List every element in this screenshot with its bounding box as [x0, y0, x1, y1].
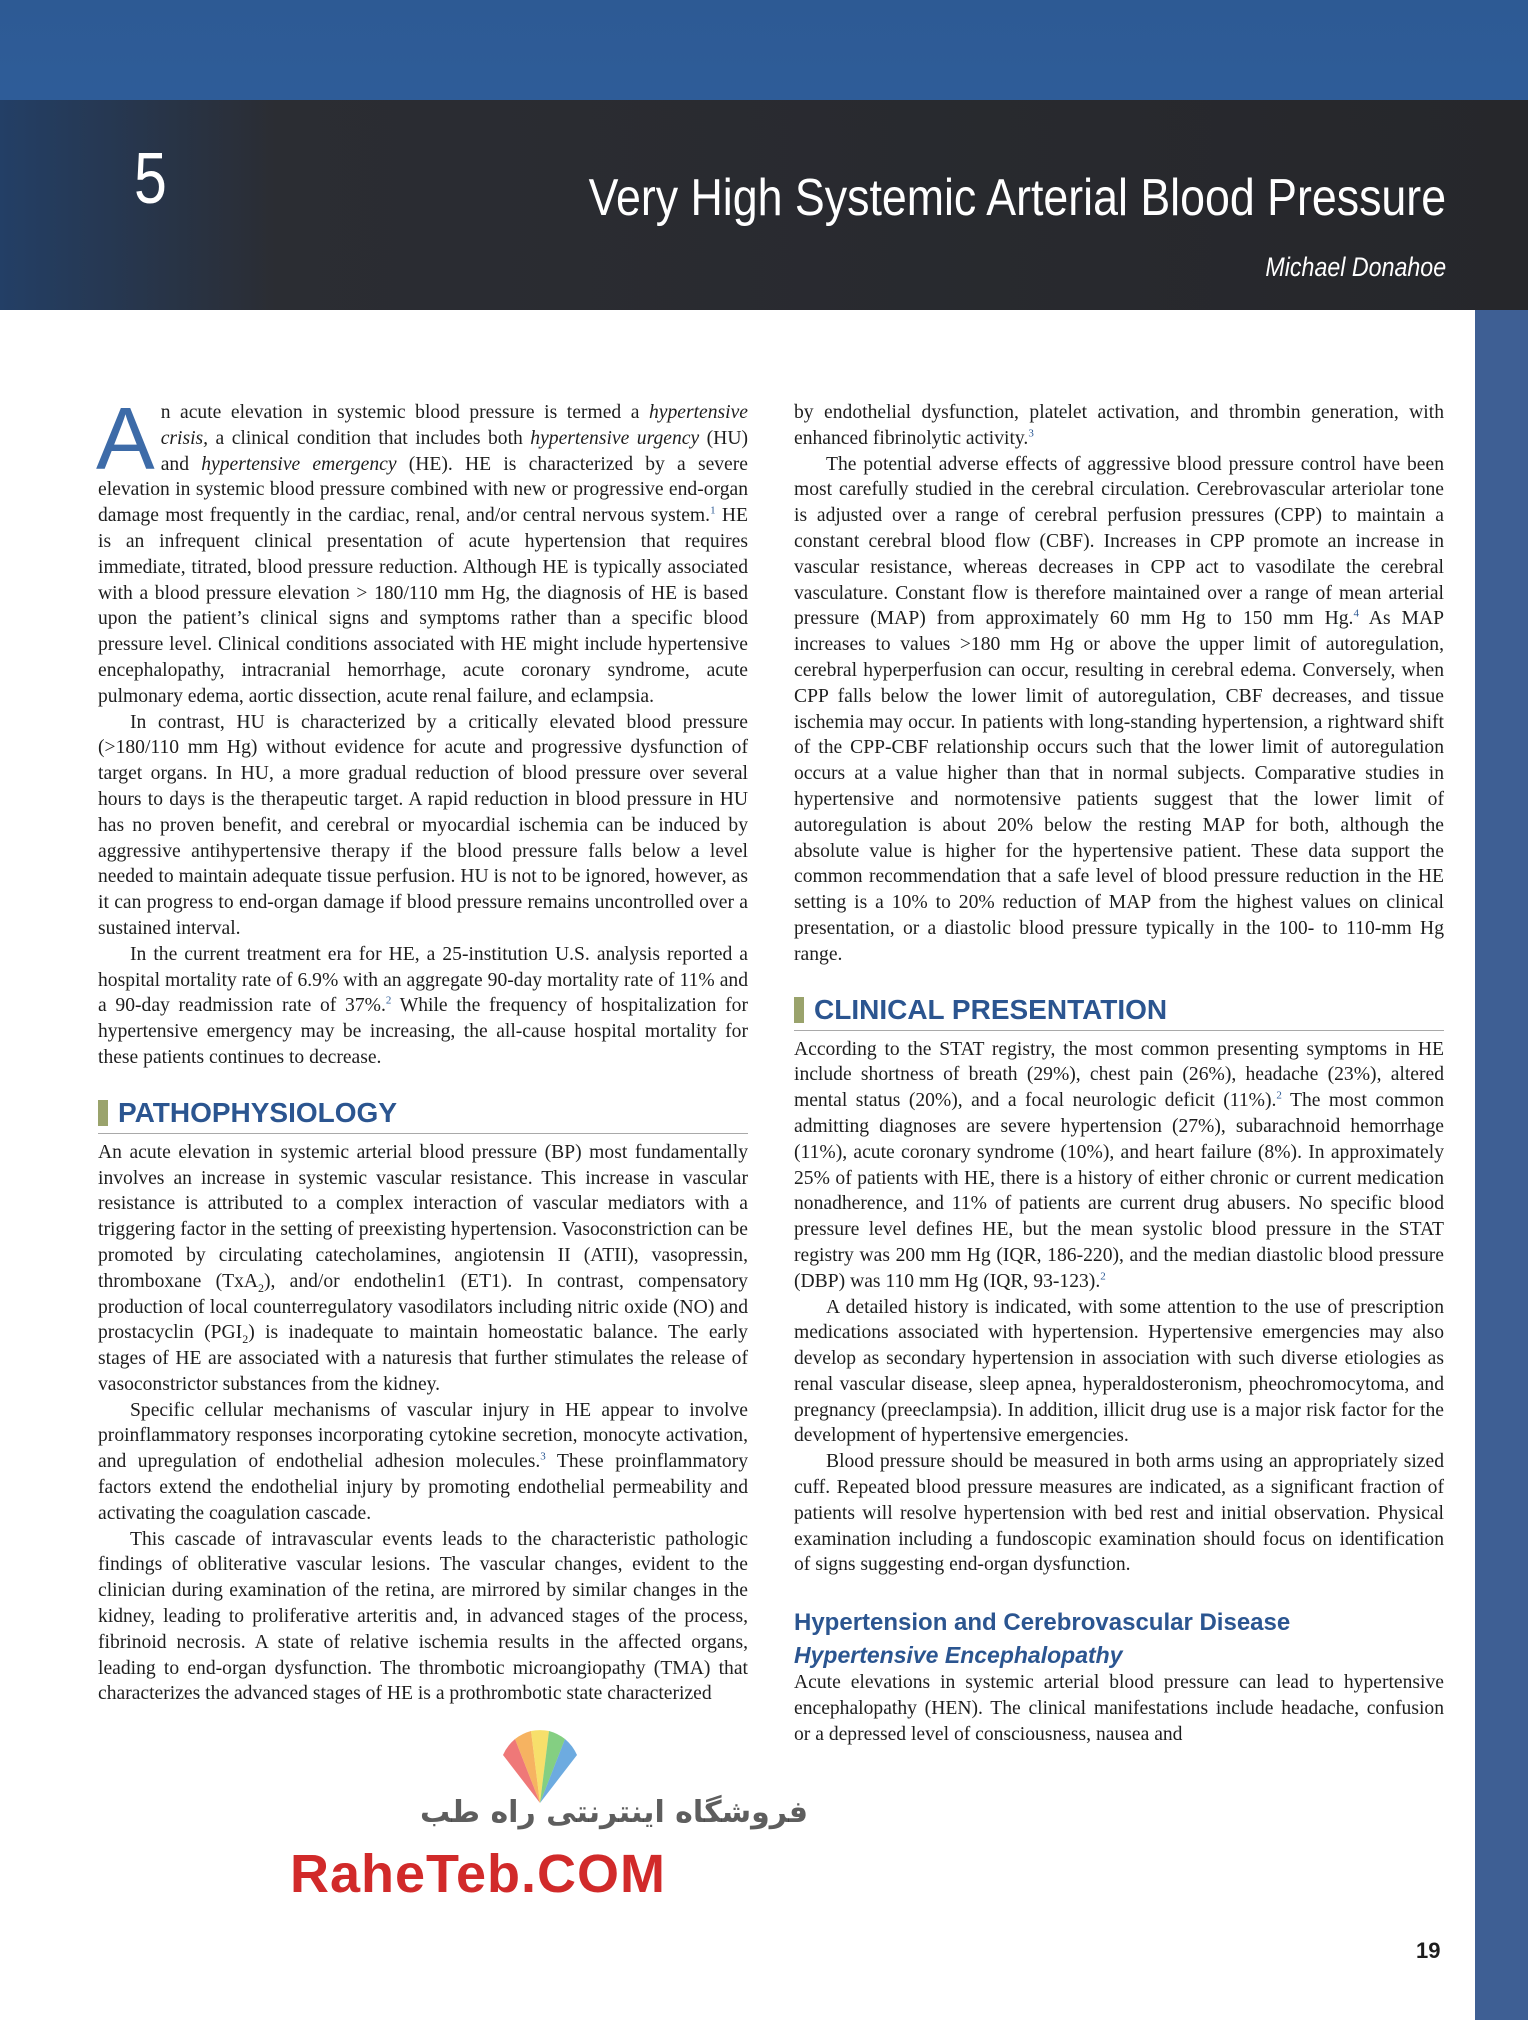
- subheading: Hypertension and Cerebrovascular Disease: [794, 1609, 1291, 1637]
- watermark-brand-text: RaheTeb.COM: [290, 1844, 667, 1904]
- chapter-number: 5: [134, 139, 167, 219]
- heading-marker: [794, 997, 804, 1023]
- intro-paragraph: An acute elevation in systemic blood pressure is termed a hypertensive crisis, a clinical condition that includes both hypertensive urgency (HU) and hypertensive emergency (HE). HE is characterized by a severe elevation in systemic blood pressure combined with new or progressive end-organ damage most frequently in the cardiac, renal, and/or central nervous system.$^1$ HE is an infrequent clinical presentation of acute hypertension that requires immediate, titrated, blood pressure reduction. Although HE is typically associated with a blood pressure elevation > 180/110 mm Hg, the diagnosis of HE is based upon the patient’s clinical signs and symptoms rather than a specific blood pressure level. Clinical conditions associated with HE might include hypertensive encephalopathy, intracranial hemorrhage, acute coronary syndrome, acute pulmonary edema, aortic dissection, acute renal failure, and eclampsia.: [96, 389, 748, 707]
- side-color-strip: [1475, 310, 1528, 2020]
- body-paragraph: Blood pressure should be measured in both arms using an appropriately sized cuff. Repeated blood pressure measures are indicated, as a significant fraction of patients will resolve hypertension with bed rest and initial observation. Physical examination including a fundoscopic examination should focus on identification of signs suggesting end-organ dysfunction.: [794, 1451, 1444, 1576]
- chapter-author: Michael Donahoe: [1265, 252, 1446, 282]
- body-paragraph: In contrast, HU is characterized by a critically elevated blood pressure (>180/110 mm Hg) without evidence for acute and progressive dysfunction of target organs. In HU, a more gradual reduction of blood pressure over several hours to days is the therapeutic target. A rapid reduction in blood pressure in HU has no proven benefit, and cerebral or myocardial ischemia can be induced by aggressive antihypertensive therapy if the blood pressure falls below a level needed to maintain adequate tissue perfusion. HU is not to be ignored, however, as it can progress to end-organ damage if blood pressure remains uncontrolled over a sustained interval.: [98, 711, 748, 939]
- reference-mark: 1: [710, 504, 716, 517]
- heading-marker: [98, 1100, 108, 1126]
- watermark-persian-text: فروشگاه اینترنتی راه طب: [420, 1795, 809, 1830]
- reference-mark: 2: [385, 994, 392, 1007]
- body-paragraph: In the current treatment era for HE, a 25-institution U.S. analysis reported a hospital mortality rate of 6.9% with an aggregate 90-day mortality rate of 11% and a 90-day readmission rate of 37%.$^2$ While the frequency of hospitalization for hypertensive emergency may be increasing, the all-cause hospital mortality for these patients continues to decrease.: [98, 943, 748, 1068]
- chapter-title: Very High Systemic Arterial Blood Pressure: [588, 169, 1446, 227]
- watermark: [290, 1725, 809, 1915]
- watermark-logo-icon: [495, 1725, 585, 1805]
- page-number: 19: [1416, 1938, 1441, 1963]
- reference-mark: 2: [1276, 1089, 1282, 1102]
- body-paragraph: The potential adverse effects of aggressive blood pressure control have been most carefully studied in the cerebral circulation. Cerebrovascular arteriolar tone is adjusted over a range of cerebral perfusion pressures (CPP) to maintain a constant cerebral blood flow (CBF). Increases in CPP promote an increase in vascular resistance, whereas decreases in CPP act to vasodilate the cerebral vasculature. Constant flow is therefore maintained over a range of mean arterial pressure (MAP) from approximately 60 mm Hg to 150 mm Hg.$^4$ As MAP increases to values >180 mm Hg or above the upper limit of autoregulation, cerebral hyperperfusion can occur, resulting in cerebral edema. Conversely, when CPP falls below the lower limit of autoregulation, CBF decreases, and tissue ischemia may occur. In patients with long-standing hypertension, a rightward shift of the CPP-CBF relationship occurs such that the lower limit of autoregulation occurs at a value higher than that in normal subjects. Comparative studies in hypertensive and normotensive patients suggest that the lower limit of autoregulation is about 20% below the resting MAP for both, although the absolute value is higher for the hypertensive patient. These data support the common recommendation that a safe level of blood pressure reduction in the HE setting is a 10% to 20% reduction of MAP from the highest values on clinical presentation, or a diastolic blood pressure typically in the 100- to 110-mm Hg range.: [794, 453, 1444, 965]
- sub-subheading: Hypertensive Encephalopathy: [794, 1642, 1123, 1669]
- body-paragraph: Acute elevations in systemic arterial blood pressure can lead to hypertensive encephalopathy (HEN). The clinical manifestations include headache, confusion or a depressed level of consciousness, nausea and: [794, 1672, 1444, 1745]
- body-paragraph: Specific cellular mechanisms of vascular injury in HE appear to involve proinflammatory responses incorporating cytokine secretion, monocyte activation, and upregulation of endothelial adhesion molecules.$^3$ These proinflammatory factors extend the endothelial injury by promoting endothelial permeability and activating the coagulation cascade.: [98, 1399, 748, 1524]
- reference-mark: 3: [540, 1450, 546, 1463]
- reference-mark: 4: [1353, 607, 1359, 620]
- drop-cap: A: [96, 389, 155, 488]
- body-paragraph: by endothelial dysfunction, platelet activation, and thrombin generation, with enhanced fibrinolytic activity.$^3$: [794, 402, 1444, 449]
- right-column: [794, 400, 1444, 1748]
- reference-mark: 3: [1028, 427, 1034, 440]
- left-column: [96, 389, 748, 1707]
- body-paragraph: An acute elevation in systemic arterial blood pressure (BP) most fundamentally involves an increase in systemic vascular resistance. This increase in vascular resistance is attributed to a complex interaction of vascular mediators with a triggering factor in the setting of preexisting hypertension. Vasoconstriction can be promoted by circulating catecholamines, angiotensin II (ATII), vasopressin, thromboxane (TxA$_2$), and/or endothelin1 (ET1). In contrast, compensatory production of local counterregulatory vasodilators including nitric oxide (NO) and prostacyclin $(PGI_2)$ is inadequate to maintain homeostatic balance. The early stages of HE are associated with a naturesis that further stimulates the release of vasoconstrictor substances from the kidney.: [98, 1141, 748, 1395]
- reference-mark: 2: [1100, 1270, 1106, 1283]
- body-paragraph: A detailed history is indicated, with some attention to the use of prescription medications associated with hypertension. Hypertensive emergencies may also develop as secondary hypertension in association with such diverse etiologies as renal vascular disease, sleep apnea, hyperaldosteronism, pheochromocytoma, and pregnancy (preeclampsia). In addition, illicit drug use is a major risk factor for the development of hypertensive emergencies.: [794, 1296, 1444, 1447]
- chapter-header: [0, 0, 1528, 310]
- section-heading-pathophysiology: PATHOPHYSIOLOGY: [98, 1099, 748, 1134]
- body-paragraph: This cascade of intravascular events leads to the characteristic pathologic findings of obliterative vascular lesions. The vascular changes, evident to the clinician during examination of the retina, are mirrored by similar changes in the kidney, leading to proliferative arteritis and, in advanced stages of the process, fibrinoid necrosis. A state of relative ischemia results in the affected organs, leading to end-organ dysfunction. The thrombotic microangiopathy (TMA) that characterizes the advanced stages of HE is a prothrombotic state characterized: [98, 1528, 748, 1705]
- section-heading-clinical-presentation: CLINICAL PRESENTATION: [794, 996, 1444, 1031]
- body-paragraph: According to the STAT registry, the most common presenting symptoms in HE include shortness of breath (29%), chest pain (26%), headache (23%), altered mental status (20%), and a focal neurologic deficit (11%).$^2$ The most common admitting diagnoses are severe hypertension (27%), subarachnoid hemorrhage (11%), acute coronary syndrome (10%), and heart failure (8%). In approximately 25% of patients with HE, there is a history of either chronic or current medication nonadherence, and 11% of patients are current drug abusers. No specific blood pressure level defines HE, but the mean systolic blood pressure in the STAT registry was 200 mm Hg (IQR, 186-220), and the median diastolic blood pressure (DBP) was 110 mm Hg (IQR, 93-123).$^2$: [794, 1038, 1444, 1292]
